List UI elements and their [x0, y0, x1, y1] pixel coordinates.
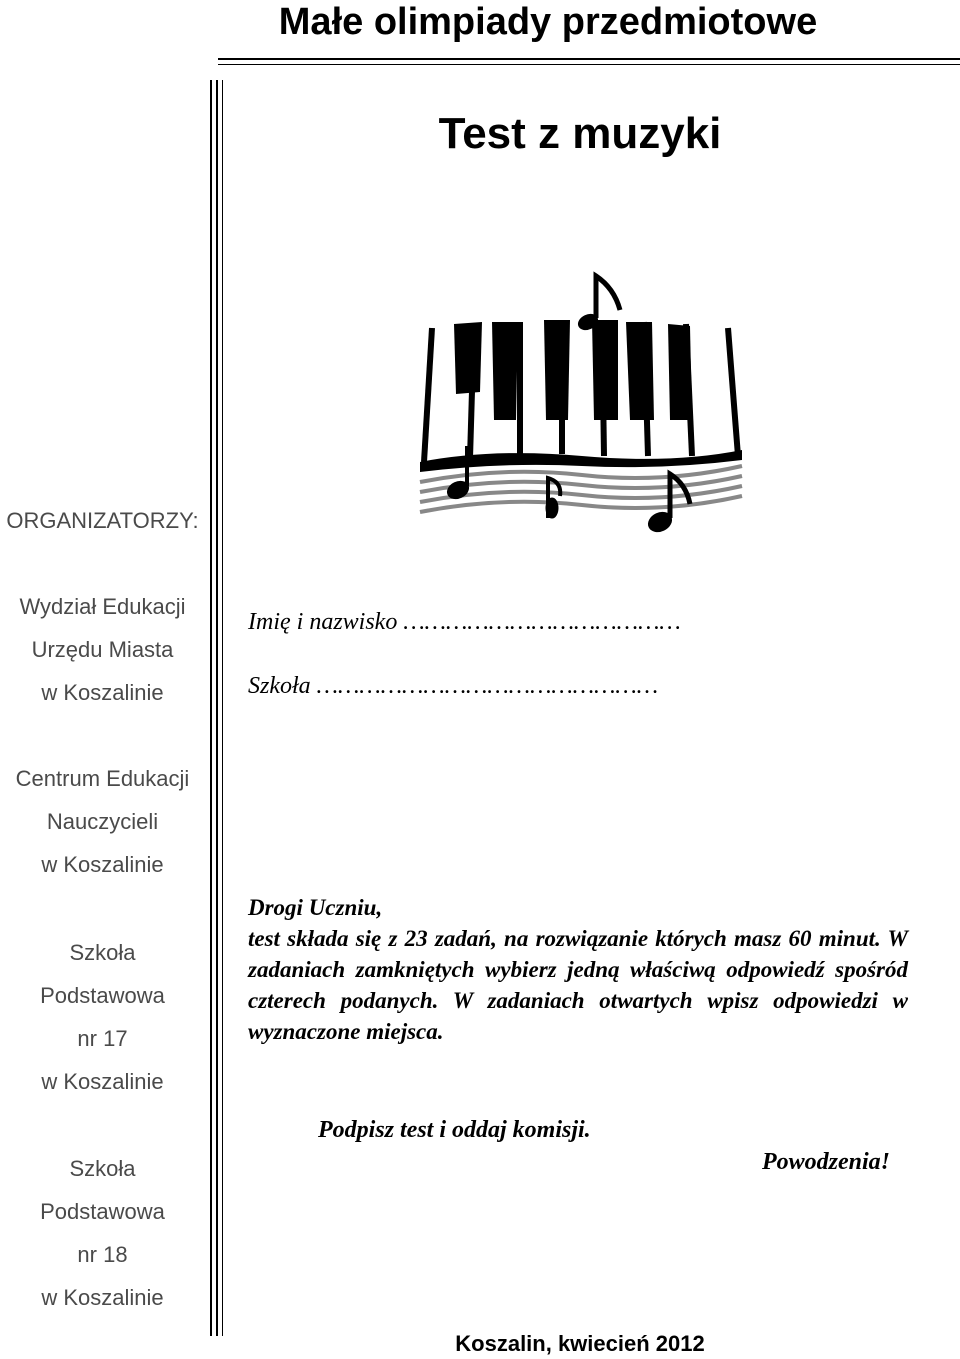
organizer-line: w Koszalinie: [41, 852, 164, 877]
sidebar-divider-2: [216, 80, 218, 1336]
organizer-line: w Koszalinie: [41, 1285, 164, 1310]
organizer-line: Centrum Edukacji: [15, 766, 190, 791]
organizer-line: w Koszalinie: [41, 680, 164, 705]
organizer-line: nr 18: [77, 1242, 128, 1267]
name-dots: …………………………………: [403, 609, 681, 635]
organizer-line: nr 17: [77, 1026, 128, 1051]
header-rule: [218, 58, 960, 60]
school-dots: …………………………………………: [316, 673, 659, 699]
sidebar-divider-3: [222, 80, 223, 1336]
instructions: [248, 892, 908, 1047]
organizer-line: Podstawowa: [40, 1199, 165, 1224]
series-title: Małe olimpiady przedmiotowe: [278, 1, 818, 43]
document-title: Test z muzyki: [438, 109, 722, 158]
sign-note: Podpisz test i oddaj komisji.: [318, 1117, 591, 1143]
organizer-line: Szkoła: [69, 1156, 136, 1181]
organizer-line: w Koszalinie: [41, 1069, 164, 1094]
organizer-line: Urzędu Miasta: [31, 637, 174, 662]
organizer-line: Szkoła: [69, 940, 136, 965]
instructions-body: test składa się z 23 zadań, na rozwiązanie których masz 60 minut. W zadaniach zamkniętych wybierz jedną właściwą odpowiedź spośród czterech podanych. W zadaniach otwartych wpisz odpowiedzi w wyznaczone miejsca.: [248, 926, 908, 1044]
place-date: Koszalin, kwiecień 2012: [455, 1331, 705, 1356]
school-label: Szkoła: [248, 673, 311, 699]
school-field[interactable]: [248, 670, 658, 702]
piano-music-notes-icon: [412, 270, 752, 540]
organizer-line: Podstawowa: [40, 983, 165, 1008]
name-field[interactable]: [248, 606, 681, 638]
instructions-greeting: Drogi Uczniu,: [248, 895, 383, 920]
sidebar-divider: [210, 80, 212, 1336]
header-rule-thin: [218, 64, 960, 65]
good-luck: Powodzenia!: [762, 1149, 891, 1175]
organizer-line: Nauczycieli: [46, 809, 159, 834]
organizers-label: ORGANIZATORZY:: [6, 508, 199, 533]
organizer-line: Wydział Edukacji: [19, 594, 186, 619]
name-label: Imię i nazwisko: [248, 609, 398, 635]
